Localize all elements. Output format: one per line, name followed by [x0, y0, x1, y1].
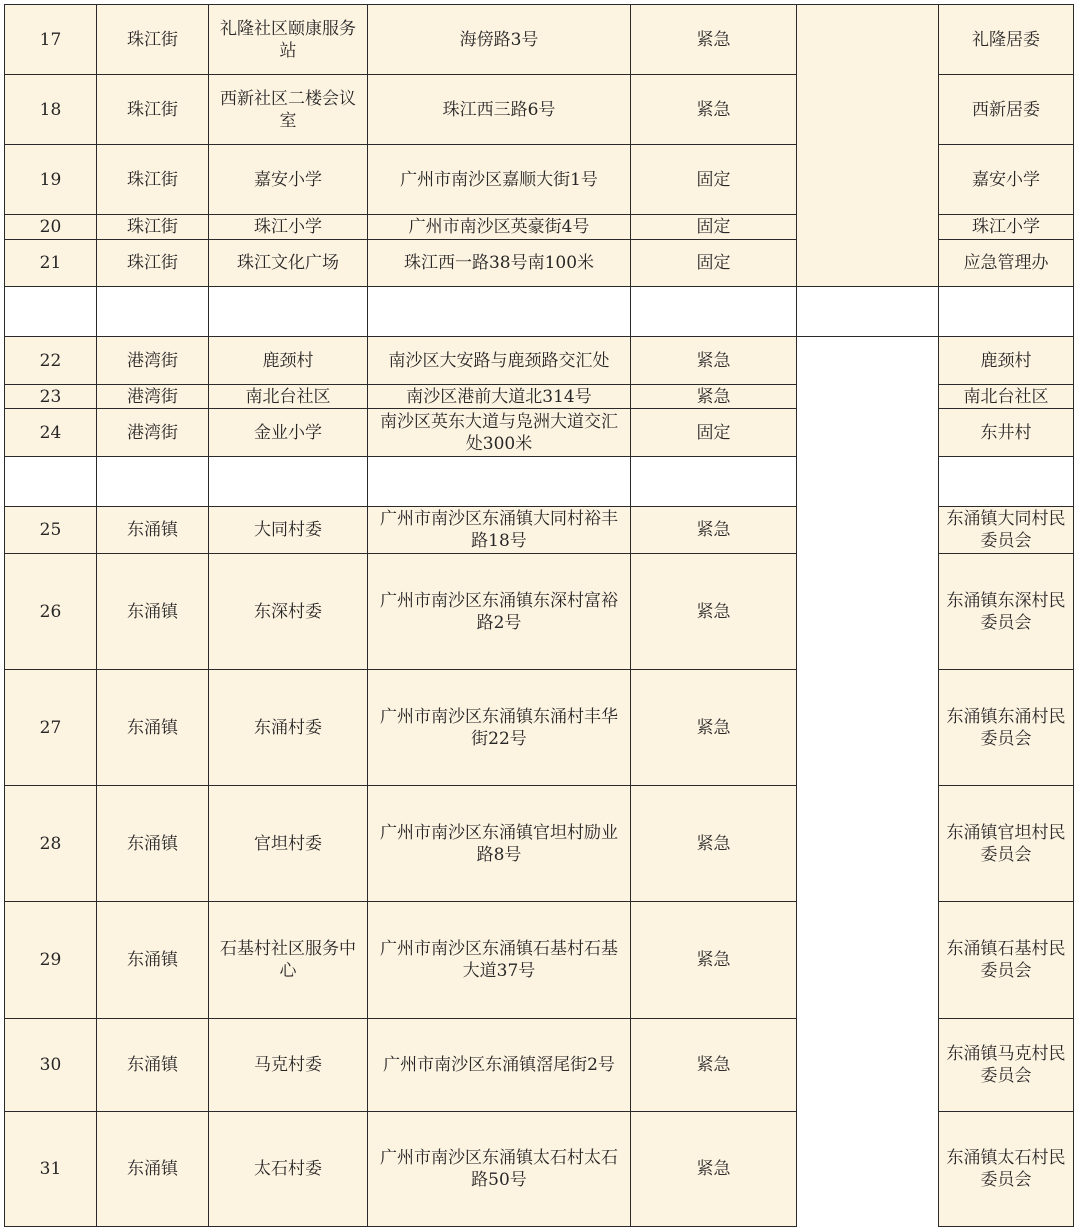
- cell-type: [630, 384, 797, 409]
- cell-text: 26: [39, 601, 62, 622]
- cell-index: [4, 553, 97, 670]
- cell-text: 金业小学: [254, 422, 322, 443]
- cell-site-name: [208, 553, 368, 670]
- cell-text: 珠江街: [127, 253, 178, 273]
- cell-street: [96, 4, 209, 75]
- cell-text: 广州市南沙区嘉顺大街1号: [400, 169, 598, 190]
- blank-cell: [4, 286, 97, 337]
- cell-site-name: [208, 901, 368, 1019]
- cell-owner: [938, 669, 1074, 786]
- cell-text: 大同村委: [254, 520, 322, 540]
- cell-text: 紧急: [696, 386, 731, 407]
- cell-index: [4, 384, 97, 409]
- cell-text: 港湾街: [127, 350, 178, 371]
- cell-text: 马克村委: [254, 1055, 322, 1075]
- cell-text: 官坦村委: [254, 833, 322, 854]
- cell-text: 东涌镇大同村民委员会: [946, 509, 1066, 551]
- cell-text: 紧急: [696, 601, 731, 622]
- cell-text: 嘉安小学: [972, 169, 1040, 190]
- cell-type: [630, 785, 797, 902]
- cell-text: 22: [39, 350, 62, 371]
- cell-text: 东涌镇: [127, 601, 178, 622]
- cell-site-name: [208, 384, 368, 409]
- cell-index: [4, 1111, 97, 1227]
- cell-owner: [938, 4, 1074, 75]
- cell-text: 太石村委: [254, 1159, 322, 1179]
- cell-text: 西新社区二楼会议室: [220, 88, 356, 131]
- cell-owner: [938, 1018, 1074, 1112]
- cell-text: 嘉安小学: [254, 169, 322, 190]
- cell-text: 鹿颈村: [262, 350, 314, 371]
- cell-text: 29: [39, 950, 62, 970]
- cell-site-name: [208, 1018, 368, 1112]
- cell-type: [630, 214, 797, 240]
- cell-type: [630, 74, 797, 145]
- cell-text: 固定: [696, 422, 731, 443]
- cell-text: 港湾街: [127, 422, 178, 443]
- cell-index: [4, 785, 97, 902]
- cell-type: [630, 144, 797, 215]
- cell-text: 东涌镇太石村民委员会: [946, 1148, 1066, 1190]
- cell-owner: [938, 336, 1074, 385]
- cell-text: 固定: [696, 169, 731, 190]
- blank-cell: [4, 456, 97, 507]
- cell-owner: [938, 239, 1074, 287]
- cell-type: [630, 669, 797, 786]
- cell-text: 东涌镇: [127, 1159, 178, 1179]
- cell-text: 东深村委: [254, 601, 322, 622]
- cell-text: 21: [39, 253, 62, 273]
- cell-address: [367, 408, 631, 457]
- cell-owner: [938, 506, 1074, 554]
- cell-text: 珠江街: [127, 99, 178, 120]
- cell-address: [367, 785, 631, 902]
- blank-cell: [96, 456, 209, 507]
- cell-text: 东涌镇: [127, 520, 178, 540]
- cell-index: [4, 1018, 97, 1112]
- cell-owner: [938, 553, 1074, 670]
- cell-text: 28: [39, 833, 62, 854]
- cell-text: 固定: [696, 217, 731, 237]
- cell-text: 东井村: [980, 422, 1032, 443]
- cell-text: 珠江街: [127, 169, 178, 190]
- cell-text: 广州市南沙区东涌镇太石村太石路50号: [380, 1148, 618, 1190]
- cell-type: [630, 901, 797, 1019]
- cell-type: [630, 553, 797, 670]
- cell-address: [367, 901, 631, 1019]
- cell-address: [367, 669, 631, 786]
- cell-site-name: [208, 1111, 368, 1227]
- cell-text: 石基村社区服务中心: [220, 939, 356, 981]
- cell-text: 南北台社区: [245, 386, 331, 407]
- cell-site-name: [208, 336, 368, 385]
- cell-text: 广州市南沙区东涌镇大同村裕丰路18号: [380, 509, 618, 551]
- blank-cell: [630, 286, 797, 337]
- merged-cell: [796, 4, 939, 287]
- cell-street: [96, 669, 209, 786]
- cell-street: [96, 74, 209, 145]
- cell-text: 应急管理办: [963, 253, 1049, 273]
- cell-street: [96, 214, 209, 240]
- blank-cell: [367, 286, 631, 337]
- cell-text: 广州市南沙区东涌镇石基村石基大道37号: [380, 939, 618, 981]
- cell-address: [367, 1111, 631, 1227]
- cell-text: 南北台社区: [963, 386, 1049, 407]
- cell-street: [96, 901, 209, 1019]
- cell-index: [4, 669, 97, 786]
- cell-text: 紧急: [696, 717, 731, 738]
- cell-text: 19: [39, 169, 62, 190]
- blank-cell: [208, 286, 368, 337]
- cell-text: 紧急: [696, 833, 731, 854]
- cell-text: 东涌镇马克村民委员会: [946, 1044, 1066, 1086]
- cell-text: 东涌镇: [127, 717, 178, 738]
- cell-address: [367, 74, 631, 145]
- cell-owner: [938, 1111, 1074, 1227]
- cell-text: 西新居委: [972, 99, 1040, 120]
- cell-type: [630, 4, 797, 75]
- cell-type: [630, 506, 797, 554]
- cell-owner: [938, 408, 1074, 457]
- cell-site-name: [208, 239, 368, 287]
- blank-cell: [796, 286, 939, 337]
- cell-street: [96, 408, 209, 457]
- cell-owner: [938, 785, 1074, 902]
- cell-address: [367, 239, 631, 287]
- cell-street: [96, 144, 209, 215]
- cell-text: 紧急: [696, 950, 731, 970]
- cell-index: [4, 74, 97, 145]
- cell-owner: [938, 384, 1074, 409]
- blank-cell: [367, 456, 631, 507]
- cell-text: 紧急: [696, 350, 731, 371]
- cell-text: 23: [39, 386, 62, 407]
- cell-site-name: [208, 4, 368, 75]
- cell-type: [630, 408, 797, 457]
- cell-street: [96, 1018, 209, 1112]
- cell-address: [367, 214, 631, 240]
- cell-type: [630, 1111, 797, 1227]
- cell-address: [367, 553, 631, 670]
- cell-text: 东涌镇东深村民委员会: [946, 590, 1066, 633]
- cell-address: [367, 336, 631, 385]
- cell-index: [4, 408, 97, 457]
- cell-text: 珠江文化广场: [237, 253, 339, 273]
- cell-text: 25: [39, 520, 62, 540]
- blank-cell: [630, 456, 797, 507]
- cell-text: 东涌镇: [127, 950, 178, 970]
- cell-text: 20: [39, 217, 62, 237]
- cell-text: 东涌镇: [127, 833, 178, 854]
- blank-cell: [208, 456, 368, 507]
- blank-cell: [938, 456, 1074, 507]
- cell-text: 鹿颈村: [980, 350, 1032, 371]
- cell-text: 27: [39, 717, 62, 738]
- cell-text: 紧急: [696, 99, 731, 120]
- cell-street: [96, 553, 209, 670]
- blank-cell: [96, 286, 209, 337]
- cell-text: 南沙区大安路与鹿颈路交汇处: [388, 350, 610, 371]
- cell-text: 31: [39, 1159, 62, 1179]
- cell-site-name: [208, 669, 368, 786]
- cell-type: [630, 336, 797, 385]
- cell-address: [367, 384, 631, 409]
- cell-text: 礼隆社区颐康服务站: [220, 18, 356, 61]
- cell-street: [96, 336, 209, 385]
- cell-text: 紧急: [696, 520, 731, 540]
- cell-owner: [938, 74, 1074, 145]
- cell-text: 海傍路3号: [459, 29, 539, 50]
- cell-text: 东涌镇石基村民委员会: [946, 939, 1066, 981]
- cell-text: 珠江西三路6号: [442, 99, 556, 120]
- cell-text: 珠江小学: [972, 217, 1040, 237]
- cell-text: 港湾街: [127, 386, 178, 407]
- cell-address: [367, 144, 631, 215]
- cell-text: 珠江街: [127, 29, 178, 50]
- cell-site-name: [208, 74, 368, 145]
- cell-text: 广州市南沙区英豪街4号: [408, 217, 590, 237]
- cell-site-name: [208, 214, 368, 240]
- cell-text: 30: [39, 1055, 62, 1075]
- cell-text: 东涌镇东涌村民委员会: [946, 706, 1066, 749]
- cell-type: [630, 1018, 797, 1112]
- cell-text: 紧急: [696, 1055, 731, 1075]
- cell-text: 24: [39, 422, 62, 443]
- cell-index: [4, 4, 97, 75]
- cell-text: 广州市南沙区东涌镇滘尾街2号: [383, 1055, 615, 1075]
- cell-index: [4, 336, 97, 385]
- cell-owner: [938, 144, 1074, 215]
- cell-text: 固定: [696, 253, 731, 273]
- cell-text: 广州市南沙区东涌镇官坦村励业路8号: [380, 822, 618, 865]
- cell-text: 东涌镇: [127, 1055, 178, 1075]
- cell-type: [630, 239, 797, 287]
- cell-text: 珠江小学: [254, 217, 322, 237]
- cell-text: 18: [39, 99, 62, 120]
- cell-site-name: [208, 144, 368, 215]
- cell-owner: [938, 901, 1074, 1019]
- cell-text: 17: [39, 29, 62, 50]
- cell-index: [4, 239, 97, 287]
- cell-index: [4, 506, 97, 554]
- cell-site-name: [208, 408, 368, 457]
- cell-text: 广州市南沙区东涌镇东深村富裕路2号: [380, 590, 618, 633]
- cell-text: 珠江街: [127, 217, 178, 237]
- cell-address: [367, 506, 631, 554]
- cell-text: 紧急: [696, 1159, 731, 1179]
- cell-text: 礼隆居委: [972, 29, 1040, 50]
- cell-street: [96, 785, 209, 902]
- cell-site-name: [208, 506, 368, 554]
- cell-index: [4, 901, 97, 1019]
- cell-text: 珠江西一路38号南100米: [403, 253, 595, 273]
- cell-owner: [938, 214, 1074, 240]
- cell-text: 紧急: [696, 29, 731, 50]
- cell-street: [96, 506, 209, 554]
- cell-text: 东涌村委: [254, 717, 322, 738]
- cell-text: 南沙区英东大道与凫洲大道交汇处300米: [380, 411, 618, 454]
- cell-index: [4, 214, 97, 240]
- cell-address: [367, 4, 631, 75]
- cell-site-name: [208, 785, 368, 902]
- cell-street: [96, 1111, 209, 1227]
- cell-street: [96, 239, 209, 287]
- cell-text: 广州市南沙区东涌镇东涌村丰华街22号: [380, 706, 618, 749]
- blank-cell: [938, 286, 1074, 337]
- cell-index: [4, 144, 97, 215]
- cell-text: 南沙区港前大道北314号: [406, 386, 592, 407]
- cell-address: [367, 1018, 631, 1112]
- cell-street: [96, 384, 209, 409]
- cell-text: 东涌镇官坦村民委员会: [946, 822, 1066, 865]
